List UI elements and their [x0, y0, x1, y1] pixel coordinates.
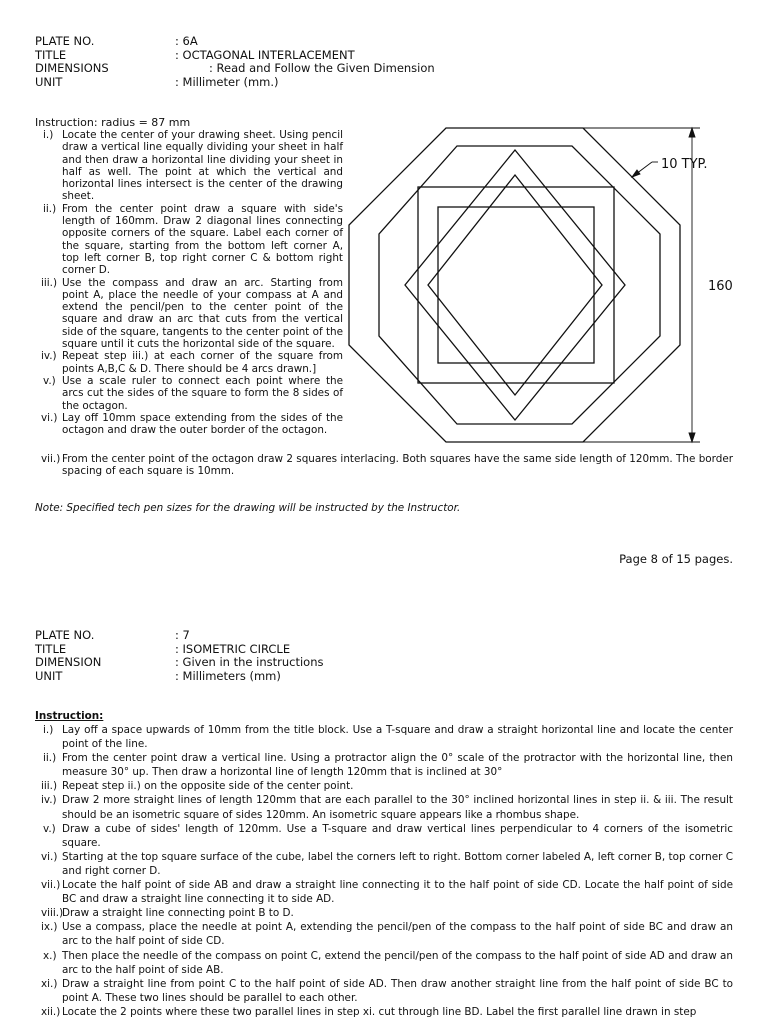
- inner-octagon: [379, 146, 660, 424]
- step-text: Draw a straight line connecting point B to D.: [62, 907, 294, 920]
- step-number: ix.): [41, 921, 58, 934]
- step-text: Repeat step ii.) on the opposite side of the center point.: [62, 780, 354, 793]
- step-text: Locate the half point of side AB and draw a straight line connecting it to the half point of side CD. Locate the half point of side BC and draw a straight line connecting it to side AD.: [62, 879, 733, 906]
- upright-square-outer: [418, 187, 614, 383]
- dimension-160: 160: [708, 279, 733, 294]
- list-item: [35, 453, 733, 478]
- list-item: [35, 906, 733, 920]
- step-number: xii.): [41, 1005, 61, 1018]
- step-text: Use the compass and draw an arc. Starting from point A, place the needle of your compass at A and extend the pencil/pen to the center point of the square and draw an arc that cuts from the vertical side of the square, tangents to the center point of the square until it cuts the horizontal side of the square.: [62, 276, 343, 351]
- list-item: [35, 203, 343, 277]
- plate6-steps: [35, 129, 343, 436]
- list-item: [35, 350, 343, 375]
- list-item: [35, 129, 343, 203]
- meta-value: : Given in the instructions: [175, 655, 324, 670]
- meta-key: UNIT: [35, 668, 63, 683]
- upright-square-inner: [438, 207, 594, 363]
- meta-value: : Read and Follow the Given Dimension: [209, 61, 435, 76]
- meta-row-plate-no: [35, 629, 455, 643]
- plate6-note: Note: Specified tech pen sizes for the drawing will be instructed by the Instructor.: [35, 502, 461, 514]
- step-number: vi.): [41, 411, 58, 424]
- step-number: x.): [43, 949, 57, 962]
- step-number: iv.): [41, 794, 57, 807]
- meta-row-title: [35, 643, 455, 657]
- meta-row-plate-no: [35, 35, 455, 49]
- list-item: [35, 793, 733, 821]
- meta-key: TITLE: [35, 47, 67, 62]
- plate6-step-vii: [35, 453, 733, 478]
- diamond-square-inner: [428, 175, 602, 395]
- meta-key: TITLE: [35, 641, 67, 656]
- plate6-instruction-heading: Instruction: radius = 87 mm: [35, 116, 191, 129]
- meta-value: : 7: [175, 628, 190, 642]
- meta-key: DIMENSIONS: [35, 61, 109, 76]
- step-text: Lay off 10mm space extending from the sides of the octagon and draw the outer border of the octagon.: [62, 411, 343, 437]
- list-item: [35, 375, 343, 412]
- step-text: Then place the needle of the compass on point C, extend the pencil/pen of the compass to the half point of side AD and draw an arc to the half point of side AB.: [62, 949, 733, 976]
- meta-row-dimensions: [35, 62, 455, 76]
- meta-row-dimension: [35, 656, 455, 670]
- step-text: Use a compass, place the needle at point A, extending the pencil/pen of the compass to the half point of side BC and draw an arc to the half point of side CD.: [62, 921, 733, 948]
- plate7-steps: [35, 723, 733, 1019]
- step-number: ii.): [43, 752, 57, 765]
- meta-key: DIMENSION: [35, 655, 102, 670]
- step-number: ii.): [43, 202, 57, 215]
- list-item: [35, 977, 733, 1005]
- meta-value: : Millimeter (mm.): [175, 74, 279, 89]
- plate7-meta: [35, 629, 455, 683]
- step-text: Draw 2 more straight lines of length 120mm that are each parallel to the 30° inclined horizontal lines in step ii. & iii. The result should be an isometric square of sides 120mm. An isometric square appears like a rhombus shape.: [62, 794, 733, 821]
- step-number: vii.): [41, 879, 61, 892]
- step-number: iv.): [41, 350, 57, 363]
- step-text: Repeat step iii.) at each corner of the square from points A,B,C & D. There should be 4 arcs drawn.]: [62, 350, 343, 375]
- step-number: v.): [43, 822, 56, 835]
- step-number: viii.): [41, 907, 64, 920]
- meta-value: : ISOMETRIC CIRCLE: [175, 641, 291, 656]
- step-text: Draw a cube of sides' length of 120mm. Use a T-square and draw vertical lines perpendicular to 4 corners of the isometric square.: [62, 822, 733, 849]
- meta-row-title: [35, 49, 455, 63]
- meta-value: : OCTAGONAL INTERLACEMENT: [175, 47, 355, 62]
- octagonal-interlacement-drawing: [340, 118, 740, 450]
- meta-value: : Millimeters (mm): [175, 668, 281, 683]
- list-item: [35, 878, 733, 906]
- page-number: Page 8 of 15 pages.: [619, 552, 733, 566]
- list-item: [35, 412, 343, 437]
- dimension-10-typ: 10 TYP.: [661, 157, 708, 172]
- step-number: i.): [43, 129, 54, 141]
- list-item: [35, 949, 733, 977]
- list-item: [35, 723, 733, 751]
- step-text: Use a scale ruler to connect each point where the arcs cut the sides of the square to form the 8 sides of the octagon.: [62, 374, 343, 412]
- meta-row-unit: [35, 76, 455, 90]
- step-text: Locate the 2 points where these two parallel lines in step xi. cut through line BD. Label the first parallel line drawn in step: [62, 1005, 697, 1018]
- list-item: [35, 850, 733, 878]
- list-item: [35, 920, 733, 948]
- step-text: From the center point draw a square with side's length of 160mm. Draw 2 diagonal lines connecting opposite corners of the square. Label each corner of the square, starting from the bottom left corner A, top left corner B, top right corner C & bottom right corner D.: [62, 202, 343, 277]
- list-item: [35, 822, 733, 850]
- meta-key: PLATE NO.: [35, 628, 95, 642]
- arrowhead-bottom: [689, 433, 695, 442]
- step-text: From the center point draw a vertical line. Using a protractor align the 0° scale of the protractor with the horizontal line, then measure 30° up. Then draw a horizontal line of length 120mm that is inclined at 30°: [62, 752, 733, 779]
- list-item: [35, 1005, 733, 1019]
- meta-row-unit: [35, 670, 455, 684]
- list-item: [35, 277, 343, 351]
- meta-key: PLATE NO.: [35, 34, 95, 48]
- plate6-meta: [35, 35, 455, 89]
- step-number: i.): [43, 724, 54, 736]
- arrowhead-top: [689, 128, 695, 137]
- meta-key: UNIT: [35, 74, 63, 89]
- plate7-instruction-heading: Instruction:: [35, 710, 104, 722]
- step-text: From the center point of the octagon draw 2 squares interlacing. Both squares have the same side length of 120mm. The border spacing of each square is 10mm.: [62, 453, 733, 478]
- step-text: Locate the center of your drawing sheet. Using pencil draw a vertical line equally dividing your sheet in half and then draw a horizontal line dividing your sheet in half as well. The point at which the vertical and horizontal lines intersect is the center of the drawing sheet.: [62, 129, 343, 203]
- step-number: iii.): [41, 276, 58, 289]
- list-item: [35, 751, 733, 779]
- meta-value: : 6A: [175, 34, 198, 48]
- step-number: v.): [43, 374, 56, 387]
- step-number: xi.): [41, 977, 58, 990]
- step-text: Lay off a space upwards of 10mm from the title block. Use a T-square and draw a straight horizontal line and locate the center point of the line.: [62, 724, 733, 751]
- step-text: Draw a straight line from point C to the half point of side AD. Then draw another straight line from the half point of side BC to point A. These two lines should be parallel to each other.: [62, 977, 733, 1004]
- list-item: [35, 779, 733, 793]
- step-number: vi.): [41, 850, 58, 863]
- step-number: vii.): [41, 453, 61, 465]
- arrowhead-leader: [632, 170, 640, 177]
- step-text: Starting at the top square surface of the cube, label the corners left to right. Bottom corner labeled A, left corner B, top corner C and right corner D.: [62, 850, 733, 877]
- step-number: iii.): [41, 780, 58, 793]
